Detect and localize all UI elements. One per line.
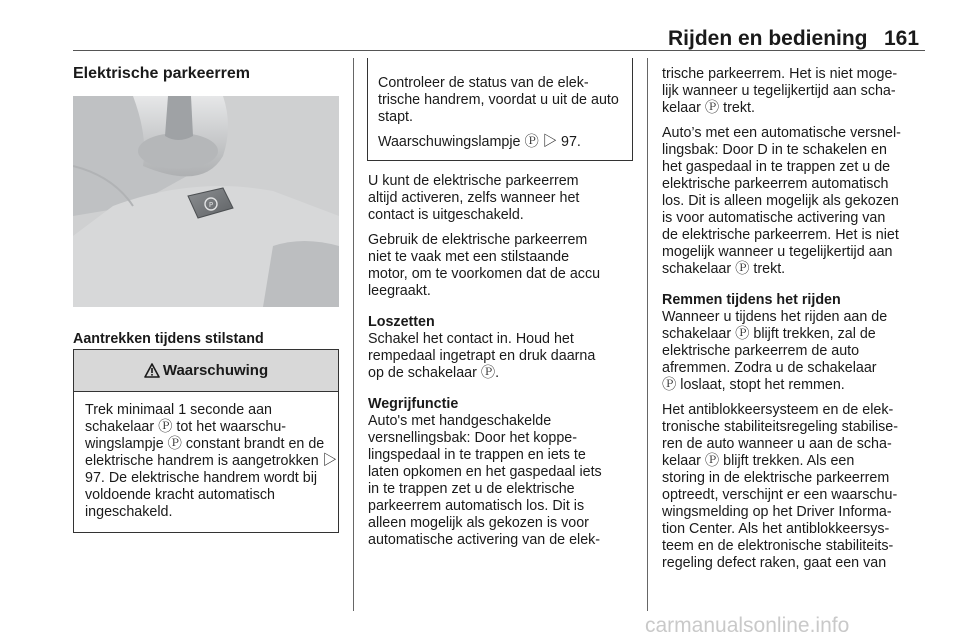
info-paragraph: Waarschuwingslampje Ⓟ ▷ 97. (378, 134, 581, 150)
column-2-text (368, 173, 602, 557)
heading-wegrijfunctie: Wegrijfunctie (368, 396, 459, 412)
watermark: carmanualsonline.info (645, 614, 850, 637)
running-header: Rijden en bediening (668, 27, 868, 50)
warning-header (74, 350, 338, 392)
page-number: 161 (884, 27, 920, 50)
info-box (367, 58, 633, 161)
subheading: Aantrekken tijdens stilstand (73, 331, 264, 347)
paragraph: Auto’s met een automatische versnel- lingsbak: Door D in te schakelen en het gaspedaal in te trappen zet u de elektrische parkeerrem automatisch los. Dit is alleen mogelijk als gekozen is voor automatische activering van de elektrische parkeerrem. Het is niet mogelijk wanneer u tegelijkertijd aan schakelaar Ⓟ trekt. (662, 125, 901, 277)
header-rule (73, 50, 925, 51)
warning-text: Trek minimaal 1 seconde aan schakelaar Ⓟ tot het waarschu- wingslampje Ⓟ constant brandt en de elektrische handrem is aangetrokken ▷ 97. De elektrische handrem wordt bij voldoende kracht automatisch ingeschakeld. (85, 402, 337, 520)
heading-loszetten: Loszetten (368, 314, 435, 330)
svg-text:P: P (208, 201, 214, 209)
paragraph: Het antiblokkeersysteem en de elek- tronische stabiliteitsregeling stabilise- ren de auto wanneer u aan de scha- kelaar Ⓟ blijft trekken. Als een storing in de elektrische parkeerrem optreedt, verschijnt er een waarschu- wingsmelding op het Driver Informa- tion Center. Als het antiblokkeersys- teem en de elektronische stabiliteits- regeling defect raken, gaat een van (662, 402, 899, 571)
paragraph: Schakel het contact in. Houd het rempedaal ingetrapt en druk daarna op de schakelaar Ⓟ. (368, 331, 596, 381)
paragraph: U kunt de elektrische parkeerrem altijd activeren, zelfs wanneer het contact is uitgeschakeld. (368, 173, 580, 223)
column-divider (353, 58, 354, 611)
paragraph: Wanneer u tijdens het rijden aan de schakelaar Ⓟ blijft trekken, zal de elektrische parkeerrem de auto afremmen. Zodra u de schakelaar Ⓟ loslaat, stopt het remmen. (662, 309, 888, 393)
paragraph: Gebruik de elektrische parkeerrem niet te vaak met een stilstaande motor, om te voorkomen dat de accu leegraakt. (368, 232, 601, 299)
warning-triangle-icon (144, 363, 160, 378)
paragraph: trische parkeerrem. Het is niet moge- lijk wanneer u tegelijkertijd aan scha- kelaar Ⓟ trekt. (662, 66, 898, 116)
parking-brake-photo (73, 96, 339, 307)
warning-title: Waarschuwing (162, 362, 269, 379)
warning-box (73, 349, 339, 533)
paragraph: Auto's met handgeschakelde versnellingsbak: Door het koppe- lingspedaal in te trappen en iets te laten opkomen en het gaspedaal iets in te trappen zet u de elektrische parkeerrem automatisch los. Dit is alleen mogelijk als gekozen is voor automatische activering van de elek- (368, 413, 602, 548)
column-divider (647, 58, 648, 611)
section-title: Elektrische parkeerrem (73, 65, 250, 82)
info-paragraph: Controleer de status van de elek- trische handrem, voordat u uit de auto stapt. (378, 75, 619, 125)
heading-remmen: Remmen tijdens het rijden (662, 292, 841, 308)
column-3-text (662, 66, 901, 580)
